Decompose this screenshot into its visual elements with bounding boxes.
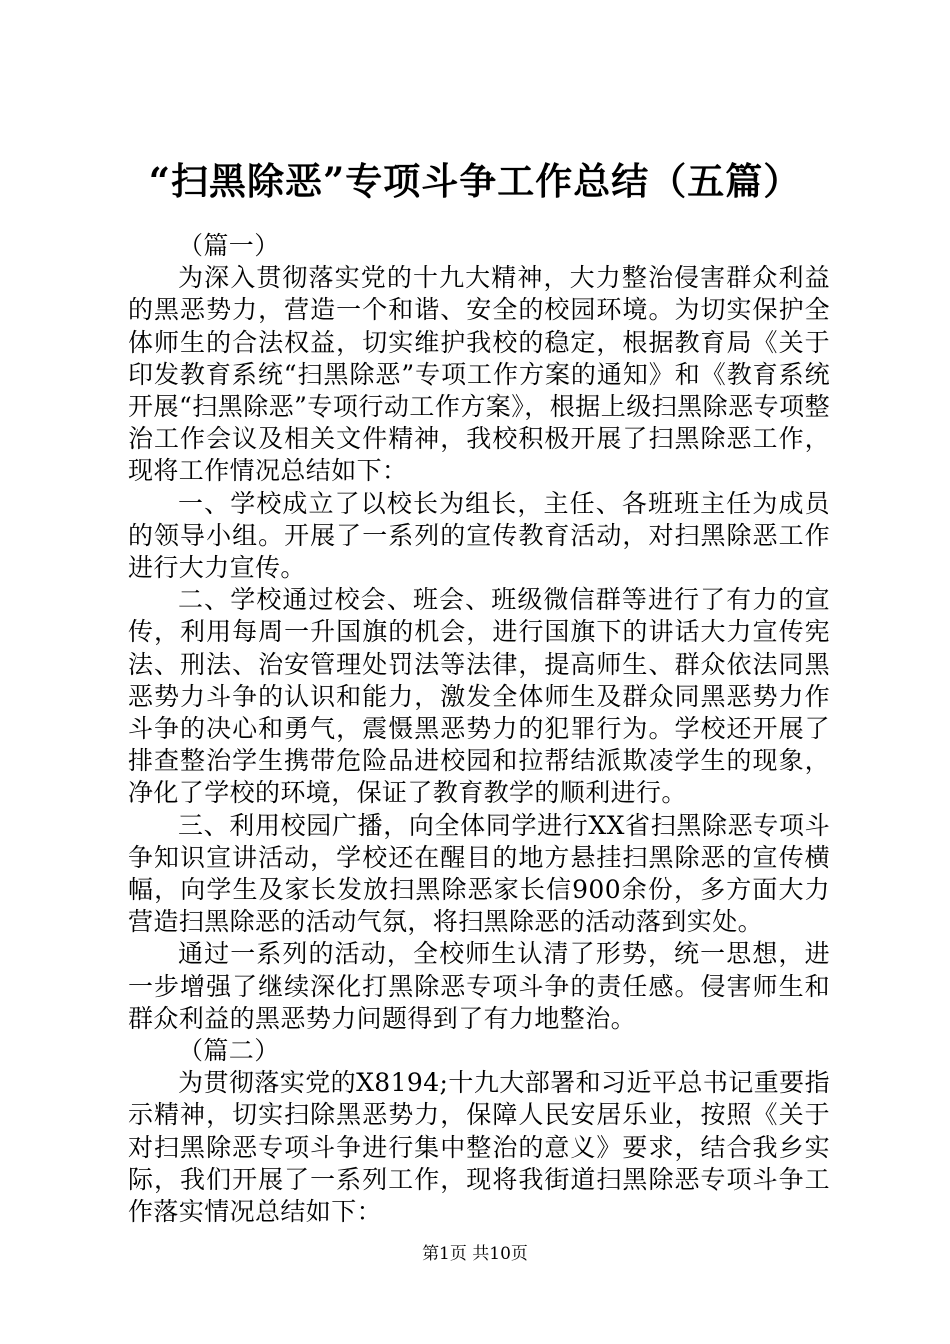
section-heading-1: （篇一） (178, 231, 280, 260)
paragraph: 三、利用校园广播，向全体同学进行XX省扫黑除恶专项斗争知识宣讲活动，学校还在醒目的地方悬挂扫黑除恶的宣传横幅，向学生及家长发放扫黑除恶家长信900余份，多方面大力营造扫黑除恶的活动气氛，将扫黑除恶的活动落到实处。 (128, 810, 830, 937)
document-body (128, 230, 830, 1228)
paragraph: 为深入贯彻落实党的十九大精神，大力整治侵害群众利益的黑恶势力，营造一个和谐、安全的校园环境。为切实保护全体师生的合法权益，切实维护我校的稳定，根据教育局《关于印发教育系统“扫黑除恶”专项工作方案的通知》和《教育系统开展“扫黑除恶”专项行动工作方案》，根据上级扫黑除恶专项整治工作会议及相关文件精神，我校积极开展了扫黑除恶工作，现将工作情况总结如下： (128, 263, 830, 486)
document-title: “扫黑除恶”专项斗争工作总结（五篇） (148, 159, 802, 203)
paragraph: 一、学校成立了以校长为组长，主任、各班班主任为成员的领导小组。开展了一系列的宣传教育活动，对扫黑除恶工作进行大力宣传。 (128, 488, 830, 583)
paragraph: 为贯彻落实党的X8194;十九大部署和习近平总书记重要指示精神，切实扫除黑恶势力，保障人民安居乐业，按照《关于对扫黑除恶专项斗争进行集中整治的意义》要求，结合我乡实际，我们开展了一系列工作，现将我街道扫黑除恶专项斗争工作落实情况总结如下： (128, 1068, 830, 1227)
paragraph: 通过一系列的活动，全校师生认清了形势，统一思想，进一步增强了继续深化打黑除恶专项斗争的责任感。侵害师生和群众利益的黑恶势力问题得到了有力地整治。 (128, 939, 830, 1033)
paragraph: 二、学校通过校会、班会、班级微信群等进行了有力的宣传，利用每周一升国旗的机会，进行国旗下的讲话大力宣传宪法、刑法、治安管理处罚法等法律，提高师生、群众依法同黑恶势力斗争的认识和能力，激发全体师生及群众同黑恶势力作斗争的决心和勇气，震慑黑恶势力的犯罪行为。学校还开展了排查整治学生携带危险品进校园和拉帮结派欺凌学生的现象，净化了学校的环境，保证了教育教学的顺利进行。 (128, 585, 830, 808)
page-number-footer: 第1页 共10页 (422, 1244, 528, 1264)
section-heading-2: （篇二） (178, 1036, 280, 1066)
